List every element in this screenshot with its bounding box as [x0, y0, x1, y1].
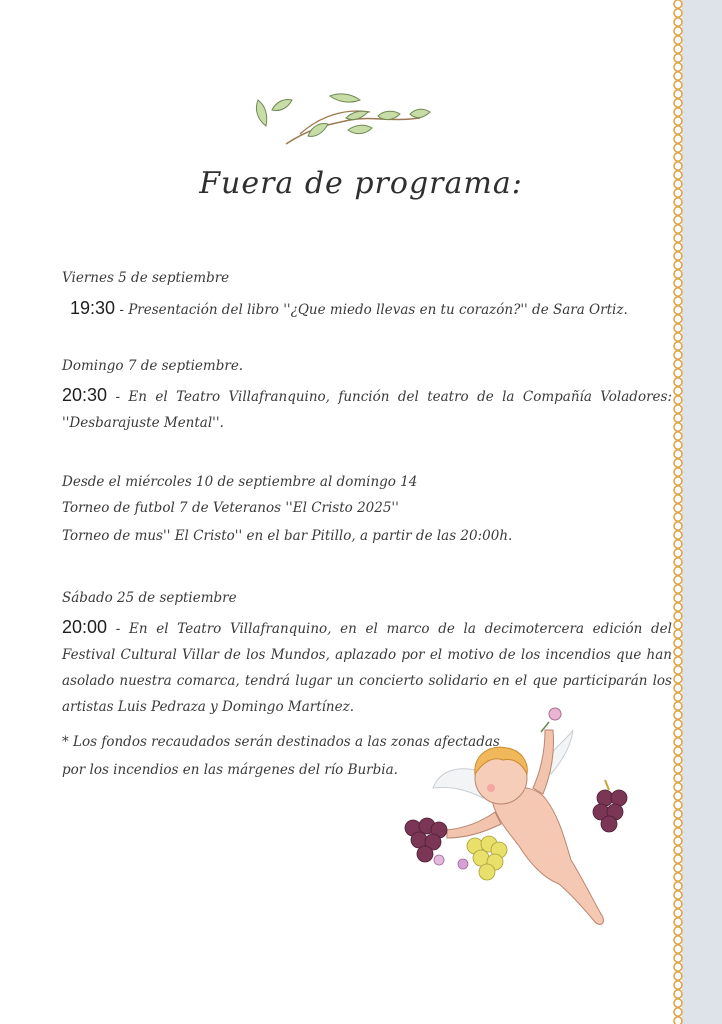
bead [674, 873, 682, 881]
event-1-sep: - [115, 302, 129, 318]
bead [674, 666, 682, 674]
bead [674, 585, 682, 593]
bead [674, 864, 682, 872]
bead [674, 918, 682, 926]
event-3-date: Desde el miércoles 10 de septiembre al domingo 14 [62, 474, 418, 490]
bead [674, 693, 682, 701]
bead [674, 567, 682, 575]
bead [674, 72, 682, 80]
bead [674, 378, 682, 386]
bead [674, 747, 682, 755]
bead [674, 972, 682, 980]
bead [674, 711, 682, 719]
event-3-line-1: Torneo de futbol 7 de Veteranos ''El Cristo 2025'' [62, 500, 399, 516]
vine-leaves-icon [250, 88, 435, 150]
bead [674, 0, 682, 8]
bead [674, 495, 682, 503]
bead [674, 252, 682, 260]
bead [674, 504, 682, 512]
event-3-line-2: Torneo de mus'' El Cristo'' en el bar Pitillo, a partir de las 20:00h. [62, 528, 513, 544]
cherub-with-grapes-illustration [395, 700, 645, 940]
bead [674, 108, 682, 116]
bead [674, 1017, 682, 1024]
bead [674, 27, 682, 35]
event-4-note-2: por los incendios en las márgenes del río Burbia. [62, 762, 398, 778]
bead [674, 882, 682, 890]
bead [674, 414, 682, 422]
bead [674, 423, 682, 431]
bead [674, 225, 682, 233]
bead [674, 126, 682, 134]
bead [674, 855, 682, 863]
event-1-date: Viernes 5 de septiembre [62, 270, 230, 286]
bead [674, 234, 682, 242]
bead [674, 513, 682, 521]
bead [674, 279, 682, 287]
bead [674, 630, 682, 638]
bead [674, 621, 682, 629]
bead [674, 288, 682, 296]
bead [674, 603, 682, 611]
bead [674, 936, 682, 944]
bead [674, 153, 682, 161]
bead [674, 531, 682, 539]
event-2-sep: - [107, 389, 129, 405]
bead [674, 729, 682, 737]
bead [674, 216, 682, 224]
bead-chain-border [672, 0, 684, 1024]
event-4-text: En el Teatro Villafranquino, en el marco de la decimotercera edición del Festival Cultural Villar de los Mundos, aplazado por el motivo de los incendios que han asolado nuestra comarca, tendrá lugar un concierto solidario en el que participarán los artistas Luis Pedraza y Domingo Martínez. [62, 621, 672, 715]
bead [674, 342, 682, 350]
bead [674, 360, 682, 368]
bead [674, 999, 682, 1007]
bead [674, 648, 682, 656]
bead [674, 261, 682, 269]
bead [674, 81, 682, 89]
event-1-body [70, 298, 680, 319]
bead [674, 612, 682, 620]
bead [674, 18, 682, 26]
event-2-body [62, 382, 672, 436]
bead [674, 576, 682, 584]
event-1-text: Presentación del libro ''¿Que miedo llevas en tu corazón?'' de Sara Ortiz. [128, 302, 628, 318]
bead [674, 927, 682, 935]
bead [674, 324, 682, 332]
page-title: Fuera de programa: [199, 166, 523, 201]
bead [674, 387, 682, 395]
bead [674, 558, 682, 566]
bead [674, 144, 682, 152]
bead [674, 990, 682, 998]
bead [674, 684, 682, 692]
bead [674, 396, 682, 404]
bead [674, 450, 682, 458]
bead [674, 945, 682, 953]
bead [674, 702, 682, 710]
bead [674, 405, 682, 413]
bead [674, 909, 682, 917]
bead [674, 774, 682, 782]
bead [674, 549, 682, 557]
bead [674, 63, 682, 71]
bead [674, 45, 682, 53]
bead [674, 522, 682, 530]
bead [674, 117, 682, 125]
bead [674, 765, 682, 773]
bead [674, 792, 682, 800]
side-band [682, 0, 722, 1024]
bead [674, 333, 682, 341]
bead [674, 675, 682, 683]
bead [674, 810, 682, 818]
bead [674, 846, 682, 854]
bead [674, 36, 682, 44]
bead [674, 963, 682, 971]
event-2-time: 20:30 [62, 385, 108, 405]
bead [674, 594, 682, 602]
bead [674, 432, 682, 440]
bead [674, 90, 682, 98]
bead [674, 819, 682, 827]
event-4-sep: - [107, 621, 130, 637]
bead [674, 738, 682, 746]
bead [674, 1008, 682, 1016]
event-2-text: En el Teatro Villafranquino, función del teatro de la Compañía Voladores: ''Desbarajuste Mental''. [62, 389, 672, 431]
event-2-date: Domingo 7 de septiembre. [62, 358, 244, 374]
bead [674, 99, 682, 107]
bead [674, 540, 682, 548]
bead [674, 639, 682, 647]
bead [674, 981, 682, 989]
bead [674, 270, 682, 278]
bead [674, 54, 682, 62]
bead [674, 369, 682, 377]
bead [674, 720, 682, 728]
event-4-note-1: * Los fondos recaudados serán destinados a las zonas afectadas [62, 734, 500, 750]
event-4-time: 20:00 [62, 617, 108, 637]
bead [674, 900, 682, 908]
bead [674, 891, 682, 899]
bead [674, 801, 682, 809]
bead [674, 135, 682, 143]
event-4-date: Sábado 25 de septiembre [62, 590, 237, 606]
bead [674, 207, 682, 215]
bead [674, 243, 682, 251]
bead [674, 828, 682, 836]
bead [674, 783, 682, 791]
bead [674, 954, 682, 962]
bead [674, 837, 682, 845]
bead [674, 756, 682, 764]
bead [674, 477, 682, 485]
bead [674, 351, 682, 359]
bead [674, 468, 682, 476]
event-1-time: 19:30 [70, 298, 116, 318]
bead [674, 9, 682, 17]
bead [674, 657, 682, 665]
bead [674, 486, 682, 494]
bead [674, 459, 682, 467]
bead [674, 441, 682, 449]
